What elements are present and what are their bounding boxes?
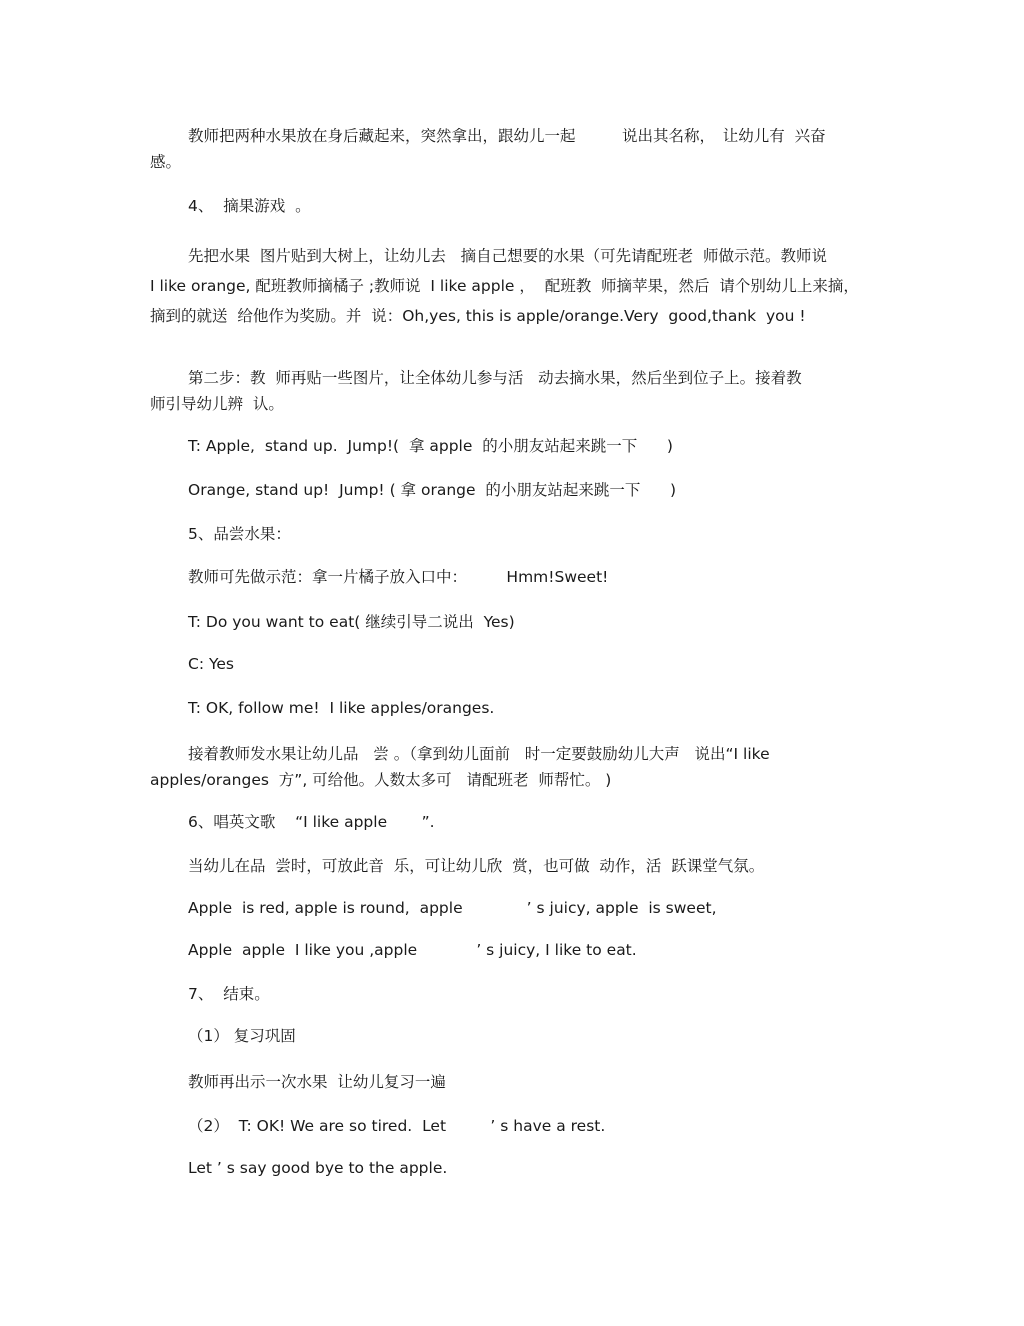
paragraph-line: 先把水果 图片贴到大树上，让幼儿去 摘自己想要的水果（可先请配班老 师做示范。教师说 <box>188 247 827 265</box>
paragraph-line: 教师可先做示范：拿一片橘子放入口中： Hmm!Sweet! <box>188 568 609 586</box>
paragraph-line: 教师再出示一次水果 让幼儿复习一遍 <box>188 1073 446 1091</box>
paragraph-line: 师引导幼儿辨 认。 <box>150 395 284 413</box>
section-heading: 7、 结束。 <box>188 985 270 1003</box>
section-heading: 4、 摘果游戏 。 <box>188 197 311 215</box>
dialogue-line: T: OK, follow me! I like apples/oranges. <box>188 699 495 717</box>
paragraph-line: 教师把两种水果放在身后藏起来，突然拿出，跟幼儿一起 说出其名称， 让幼儿有 兴奋 <box>188 127 826 145</box>
dialogue-line: C: Yes <box>188 655 234 673</box>
paragraph-line: 当幼儿在品 尝时，可放此音 乐，可让幼儿欣 赏，也可做 动作，活 跃课堂气氛。 <box>188 857 765 875</box>
dialogue-line: Let ’ s say good bye to the apple. <box>188 1159 448 1177</box>
paragraph-line: I like orange, 配班教师摘橘子 ;教师说 I like apple ， 配班教 师摘苹果，然后 请个别幼儿上来摘， <box>150 277 859 295</box>
section-heading: 5、品尝水果： <box>188 525 291 543</box>
paragraph-line: 第二步：教 师再贴一些图片，让全体幼儿参与活 动去摘水果，然后坐到位子上。接着教 <box>188 369 802 387</box>
paragraph-line: 摘到的就送 给他作为奖励。并 说：Oh,yes, this is apple/orange.Very good,thank you ! <box>150 307 806 325</box>
song-lyric-line: Apple apple I like you ,apple ’ s juicy, I like to eat. <box>188 941 637 959</box>
dialogue-line: Orange, stand up! Jump! ( 拿 orange 的小朋友站起来跳一下 ) <box>188 481 676 499</box>
song-lyric-line: Apple is red, apple is round, apple ’ s juicy, apple is sweet, <box>188 899 717 917</box>
paragraph-line: 感。 <box>150 153 182 171</box>
paragraph-line: apples/oranges 方”, 可给他。人数太多可 请配班老 师帮忙。 ) <box>150 771 612 789</box>
paragraph-line: 接着教师发水果让幼儿品 尝 。（拿到幼儿面前 时一定要鼓励幼儿大声 说出“I like <box>188 745 770 763</box>
dialogue-line: （2） T: OK! We are so tired. Let ’ s have a rest. <box>188 1117 606 1135</box>
dialogue-line: T: Apple, stand up. Jump!( 拿 apple 的小朋友站起来跳一下 ) <box>188 437 673 455</box>
subsection-heading: （1） 复习巩固 <box>188 1027 296 1045</box>
dialogue-line: T: Do you want to eat( 继续引导二说出 Yes) <box>188 613 515 631</box>
section-heading: 6、唱英文歌 “I like apple ”. <box>188 813 435 831</box>
